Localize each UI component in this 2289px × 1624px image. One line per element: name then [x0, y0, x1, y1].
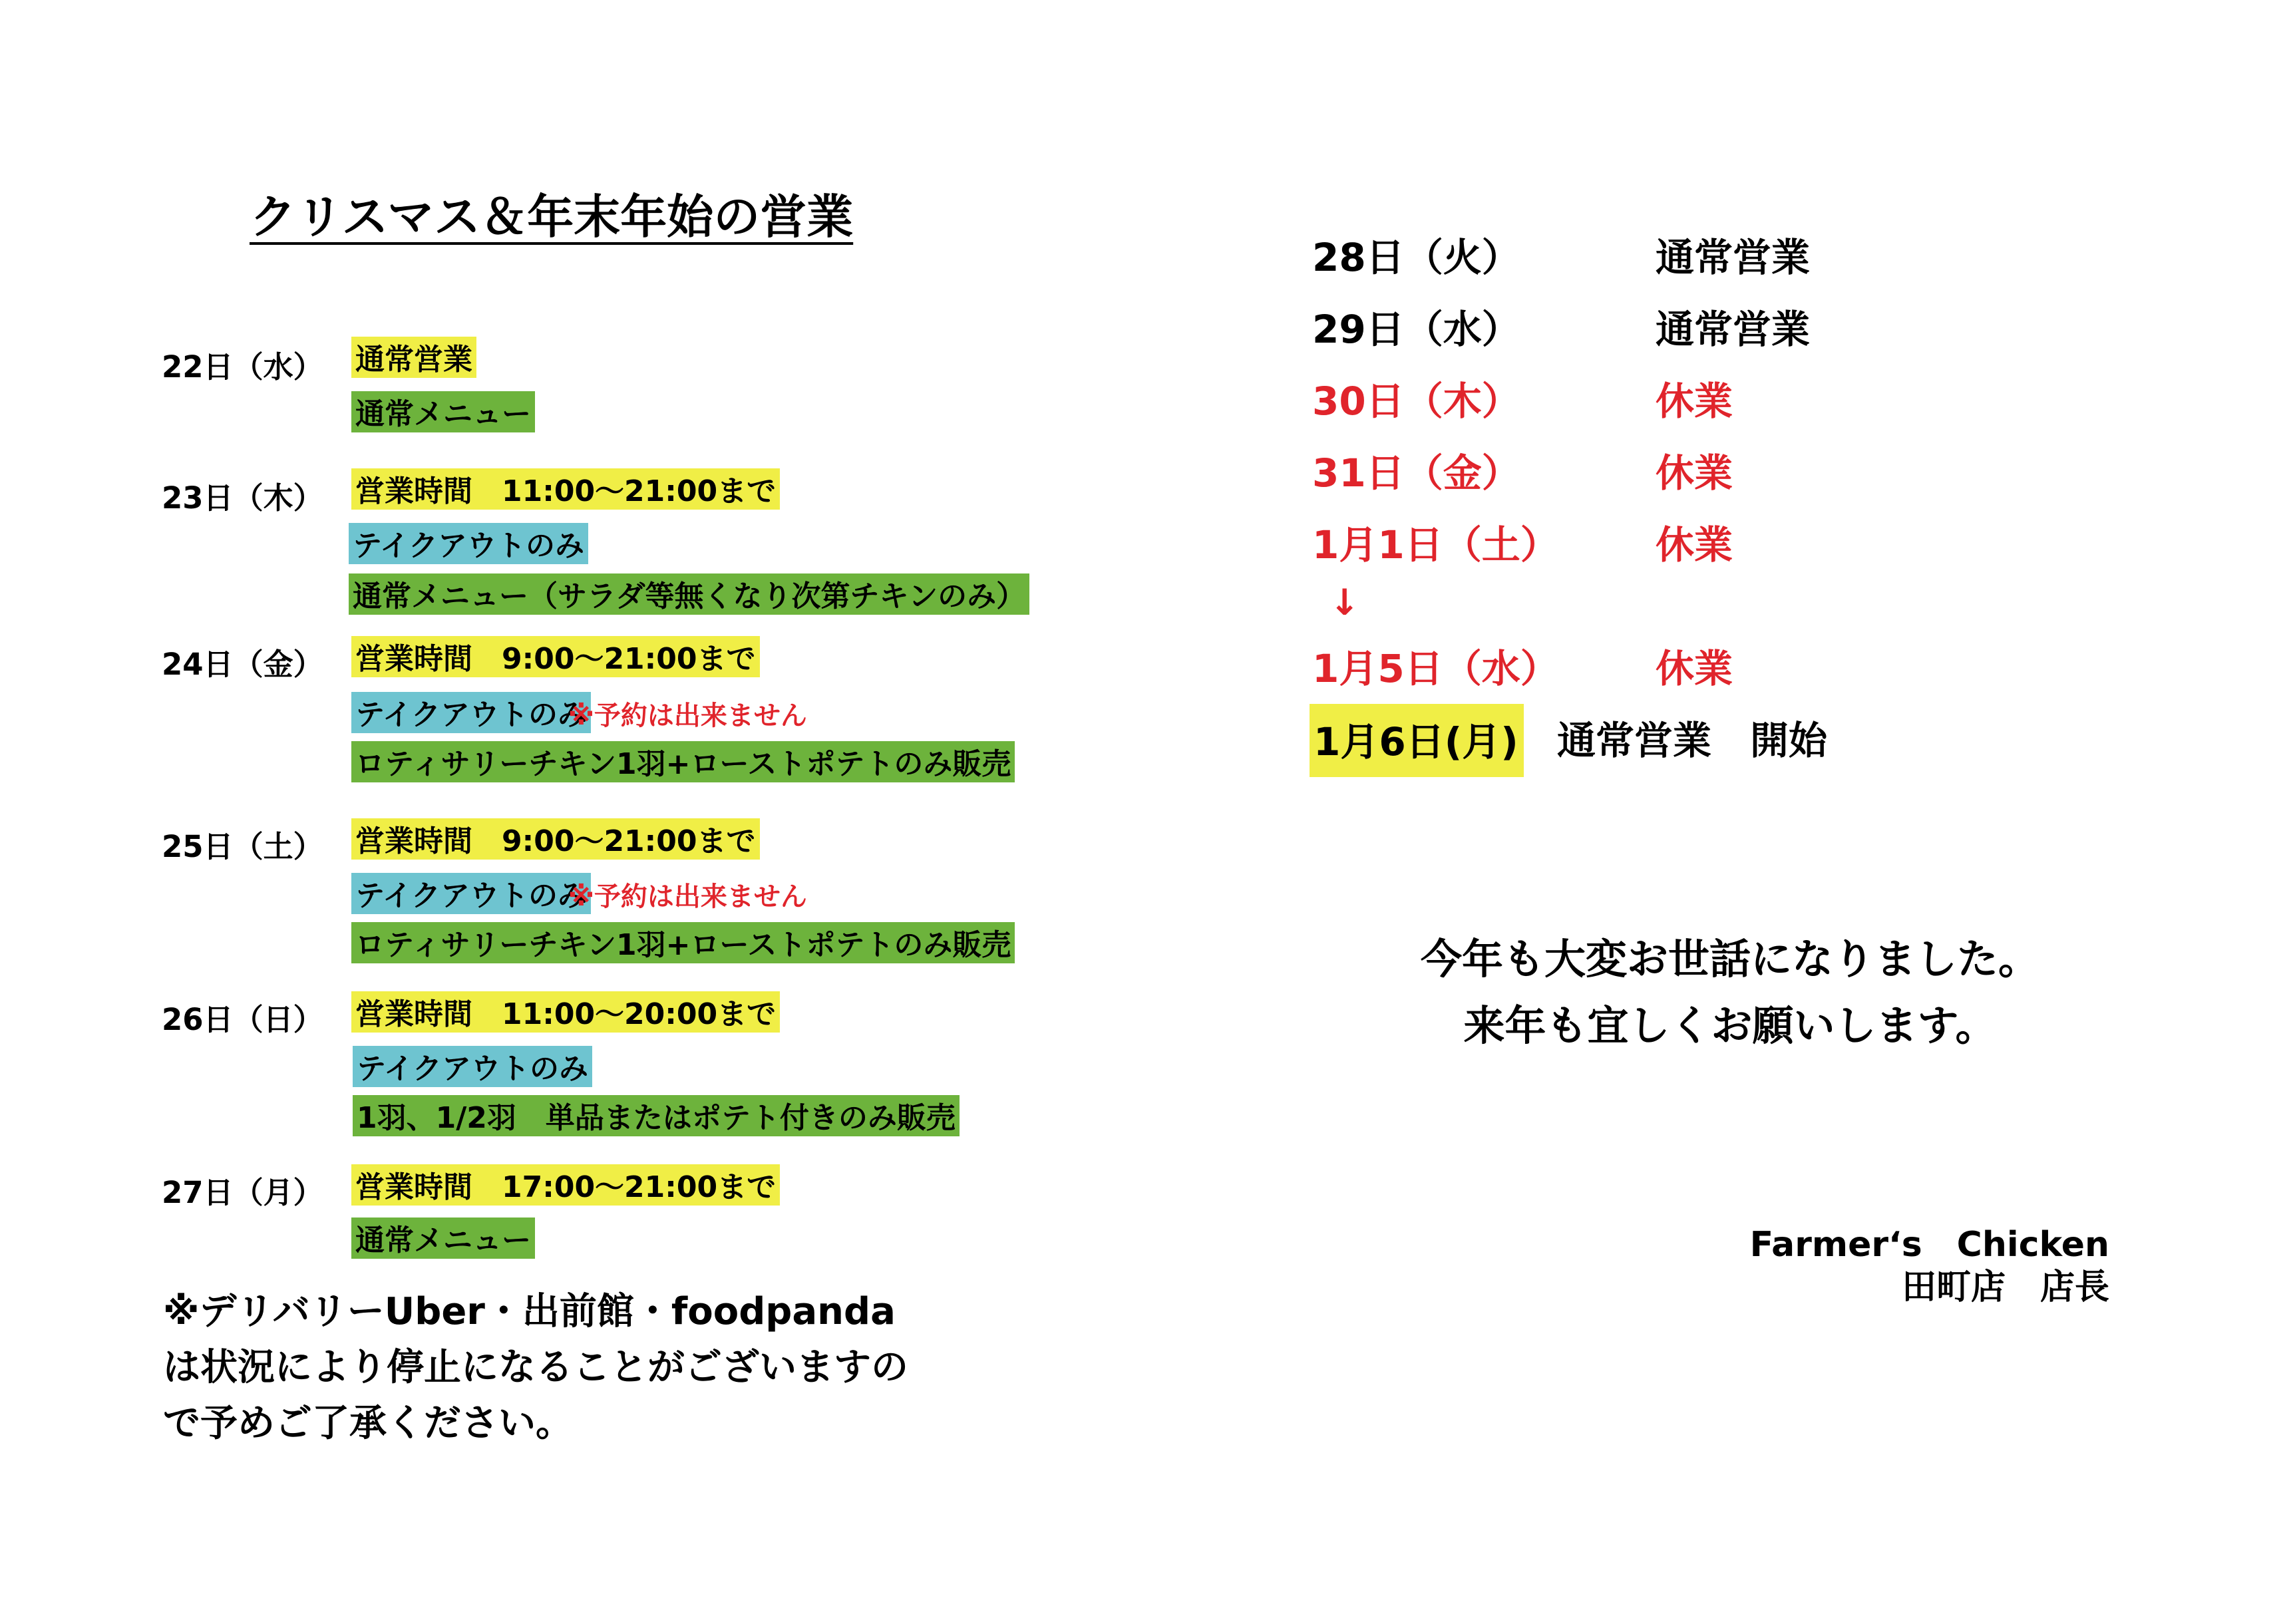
date-22: 22日（水） — [162, 349, 323, 385]
status-jan-1: 休業 — [1656, 522, 1733, 568]
status-31: 休業 — [1656, 450, 1733, 496]
menu-26: 1羽、1/2羽 単品またはポテト付きのみ販売 — [353, 1095, 960, 1136]
menu-25: ロティサリーチキン1羽+ローストポテトのみ販売 — [351, 922, 1015, 963]
date-25: 25日（土） — [162, 829, 323, 864]
status-29: 通常営業 — [1656, 307, 1811, 352]
date-31: 31日（金） — [1312, 450, 1520, 496]
delivery-note-line-1: ※デリバリーUber・出前館・foodpanda — [163, 1290, 896, 1333]
hours-22: 通常営業 — [351, 337, 476, 378]
date-26: 26日（日） — [162, 1002, 323, 1037]
date-30: 30日（木） — [1312, 379, 1520, 424]
hours-24: 営業時間 9:00〜21:00まで — [351, 636, 760, 677]
date-27: 27日（月） — [162, 1175, 323, 1210]
status-28: 通常営業 — [1656, 235, 1811, 280]
signature-shop-name: Farmer‘s Chicken — [1749, 1225, 2109, 1265]
takeout-26: テイクアウトのみ — [353, 1046, 592, 1087]
status-30: 休業 — [1656, 379, 1733, 424]
reopen-date: 1月6日(月) — [1310, 704, 1524, 777]
page-title: クリスマス＆年末年始の営業 — [250, 190, 854, 244]
no-reservation-note-25: ※予約は出来ません — [568, 882, 807, 912]
takeout-23: テイクアウトのみ — [349, 523, 588, 564]
hours-26: 営業時間 11:00〜20:00まで — [351, 991, 780, 1033]
reopen-text: 通常営業 開始 — [1557, 718, 1828, 763]
delivery-note-line-2: は状況により停止になることがございますの — [163, 1346, 908, 1389]
date-28: 28日（火） — [1312, 235, 1520, 280]
date-24: 24日（金） — [162, 647, 323, 682]
menu-24: ロティサリーチキン1羽+ローストポテトのみ販売 — [351, 741, 1015, 782]
closing-line-1: 今年も大変お世話になりました。 — [1420, 935, 2039, 983]
date-23: 23日（木） — [162, 480, 323, 516]
date-29: 29日（水） — [1312, 307, 1520, 352]
hours-25: 営業時間 9:00〜21:00まで — [351, 818, 760, 860]
hours-27: 営業時間 17:00〜21:00まで — [351, 1164, 780, 1206]
menu-23: 通常メニュー（サラダ等無くなり次第チキンのみ） — [349, 573, 1029, 615]
no-reservation-note-24: ※予約は出来ません — [568, 701, 807, 731]
delivery-note-line-3: で予めご了承ください。 — [163, 1402, 573, 1445]
date-jan-1: 1月1日（土） — [1312, 522, 1559, 568]
takeout-25: テイクアウトのみ — [351, 873, 591, 914]
signature-branch-manager: 田町店 店長 — [1901, 1267, 2109, 1307]
menu-22: 通常メニュー — [351, 391, 535, 432]
closing-line-2: 来年も宜しくお願いします。 — [1463, 1001, 1997, 1050]
menu-27: 通常メニュー — [351, 1218, 535, 1259]
hours-23: 営業時間 11:00〜21:00まで — [351, 468, 780, 510]
status-jan-5: 休業 — [1656, 646, 1733, 691]
takeout-24: テイクアウトのみ — [351, 692, 591, 733]
date-jan-5: 1月5日（水） — [1312, 646, 1559, 691]
down-arrow-icon: ↓ — [1329, 581, 1360, 623]
